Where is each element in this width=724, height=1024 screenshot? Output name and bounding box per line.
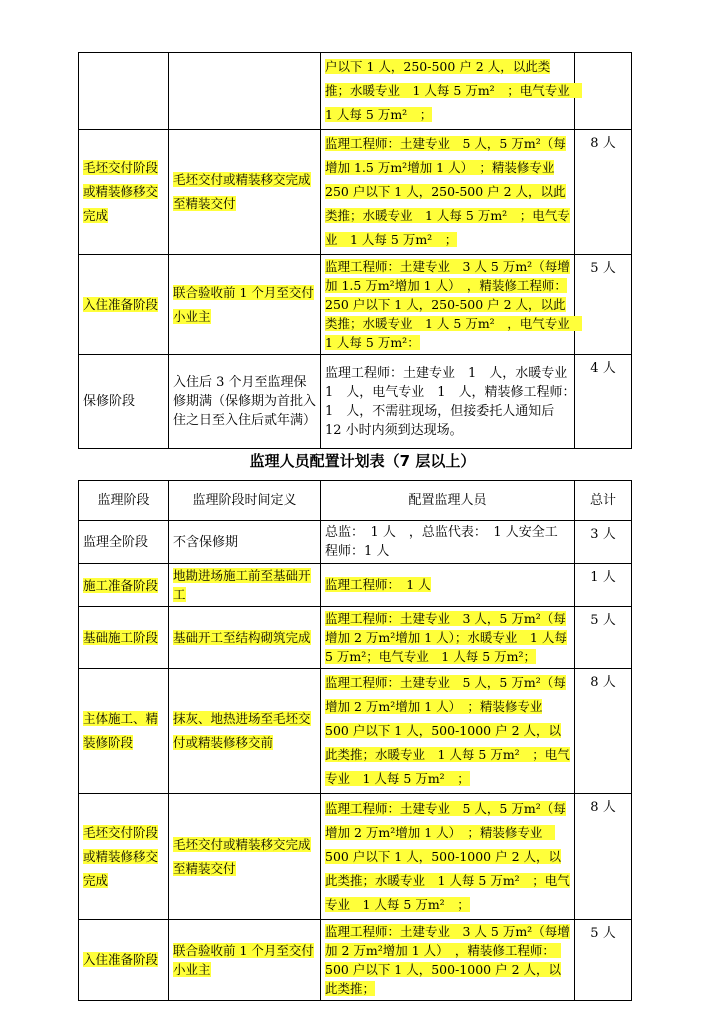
total-cell: 8 人 (575, 130, 632, 255)
total-cell: 8 人 (575, 669, 632, 794)
total-cell: 4 人 (575, 355, 632, 449)
period-cell: 入住后 3 个月至监理保修期满（保修期为首批入住之日至入住后贰年满） (169, 355, 321, 449)
period-cell: 不含保修期 (169, 521, 321, 564)
table-staffing-low (78, 52, 632, 449)
period-cell: 地勘进场施工前至基础开工 (169, 564, 321, 607)
staff-cell: 监理工程师： 1 人 (321, 564, 575, 607)
stage-cell: 保修阶段 (79, 355, 169, 449)
period-cell: 抹灰、地热进场至毛坯交付或精装修移交前 (169, 669, 321, 794)
stage-cell: 基础施工阶段 (79, 607, 169, 669)
table-row (79, 794, 632, 920)
header-period: 监理阶段时间定义 (169, 481, 321, 521)
total-cell: 3 人 (575, 521, 632, 564)
table-row (79, 355, 632, 449)
section-title: 监理人员配置计划表（7 层以上） (249, 452, 476, 470)
stage-cell: 入住准备阶段 (79, 255, 169, 355)
stage-cell: 主体施工、精装修阶段 (79, 669, 169, 794)
staff-cell: 监理工程师：土建专业 3 人，5 万m²（每增加 2 万m²增加 1 人）；水暖专业 1 人每 5 万m²；电气专业 1 人每 5 万m²； (321, 607, 575, 669)
staff-cell: 监理工程师：土建专业 5 人，5 万m²（每增加 2 万m²增加 1 人） ；精装修专业 500 户以下 1 人，500-1000 户 2 人，以此类推；水暖专业 1 人每 5 万m² ；电气专业 1 人每 5 万m² ； (321, 794, 575, 920)
staff-cell: 监理工程师：土建专业 3 人 5 万m²（每增加 1.5 万m²增加 1 人） ，精装修工程师：250 户以下 1 人，250-500 户 2 人，以此类推；水暖专业 1 人 5 万m² ，电气专业 1 人每 5 万m²： (321, 255, 575, 355)
table-row (79, 130, 632, 255)
staff-cell: 监理工程师：土建专业 1 人，水暖专业 1 人，电气专业 1 人，精装修工程师： 1 人，不需驻现场，但接委托人通知后 12 小时内须到达现场。 (321, 355, 575, 449)
staff-cell: 总监： 1 人 ，总监代表： 1 人安全工程师：1 人 (321, 521, 575, 564)
total-cell: 5 人 (575, 920, 632, 1001)
table-row (79, 53, 632, 130)
staff-cell: 监理工程师：土建专业 5 人，5 万m²（每增加 1.5 万m²增加 1 人） ；精装修专业 250 户以下 1 人，250-500 户 2 人，以此类推；水暖专业 1 人每 5 万m² ；电气专业 1 人每 5 万m² ； (321, 130, 575, 255)
total-cell: 8 人 (575, 794, 632, 920)
total-cell (575, 53, 632, 130)
period-cell: 联合验收前 1 个月至交付小业主 (169, 255, 321, 355)
period-cell: 毛坯交付或精装移交完成至精装交付 (169, 794, 321, 920)
table-row (79, 607, 632, 669)
staff-cell: 监理工程师：土建专业 5 人，5 万m²（每增加 2 万m²增加 1 人） ；精装修专业 500 户以下 1 人，500-1000 户 2 人，以此类推；水暖专业 1 人每 5 万m² ；电气专业 1 人每 5 万m² ； (321, 669, 575, 794)
period-cell: 基础开工至结构砌筑完成 (169, 607, 321, 669)
stage-cell: 毛坯交付阶段或精装修移交完成 (79, 794, 169, 920)
staff-cell: 户以下 1 人，250-500 户 2 人，以此类推；水暖专业 1 人每 5 万m² ；电气专业 1 人每 5 万m² ； (321, 53, 575, 130)
header-staff: 配置监理人员 (321, 481, 575, 521)
table-header-row (79, 481, 632, 521)
stage-cell: 监理全阶段 (79, 521, 169, 564)
staff-cell: 监理工程师：土建专业 3 人 5 万m²（每增加 2 万m²增加 1 人） ，精装修工程师： 500 户以下 1 人，500-1000 户 2 人，以此类推； (321, 920, 575, 1001)
table-row (79, 255, 632, 355)
stage-cell: 施工准备阶段 (79, 564, 169, 607)
period-cell (169, 53, 321, 130)
table-row (79, 920, 632, 1001)
header-stage: 监理阶段 (79, 481, 169, 521)
stage-cell: 入住准备阶段 (79, 920, 169, 1001)
total-cell: 1 人 (575, 564, 632, 607)
total-cell: 5 人 (575, 607, 632, 669)
period-cell: 联合验收前 1 个月至交付小业主 (169, 920, 321, 1001)
table-row (79, 521, 632, 564)
table-row (79, 564, 632, 607)
header-total: 总计 (575, 481, 632, 521)
table-staffing-high (78, 480, 632, 1001)
stage-cell: 毛坯交付阶段或精装修移交完成 (79, 130, 169, 255)
period-cell: 毛坯交付或精装移交完成至精装交付 (169, 130, 321, 255)
table-row (79, 669, 632, 794)
total-cell: 5 人 (575, 255, 632, 355)
stage-cell (79, 53, 169, 130)
